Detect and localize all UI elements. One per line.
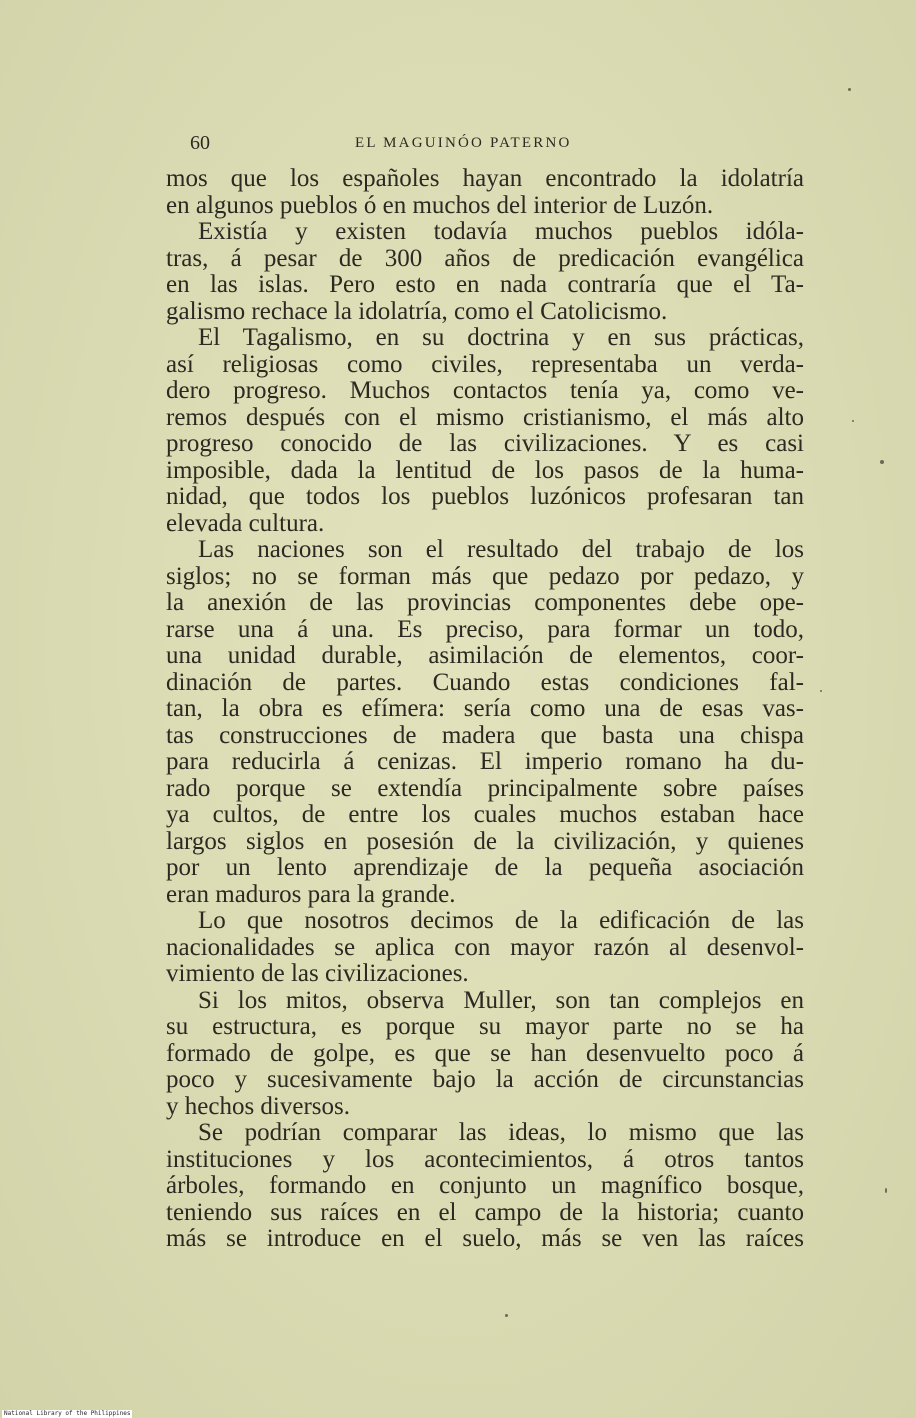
text-line: así religiosas como civiles, representaba un verda- <box>166 350 804 378</box>
page-number: 60 <box>190 132 210 154</box>
text-line: instituciones y los acontecimientos, á otros tantos <box>166 1145 804 1173</box>
text-line: para reducirla á cenizas. El imperio romano ha du- <box>166 748 804 775</box>
page-header <box>190 132 806 158</box>
running-title: EL MAGUINÓO PATERNO <box>355 135 572 151</box>
paragraph-start-line: Si los mitos, observa Muller, son tan complejos en <box>198 986 804 1014</box>
paper-speck <box>505 1314 508 1317</box>
text-line: tan, la obra es efímera: sería como una de esas vas- <box>166 695 804 722</box>
text-line: mos que los españoles hayan encontrado la idolatría <box>166 165 804 192</box>
text-line: siglos; no se forman más que pedazo por pedazo, y <box>166 562 804 590</box>
text-line: imposible, dada la lentitud de los pasos de la huma- <box>166 456 804 484</box>
paper-speck <box>852 420 854 422</box>
text-line: una unidad durable, asimilación de elementos, coor- <box>166 642 804 669</box>
text-line: dero progreso. Muchos contactos tenía ya, como ve- <box>166 377 804 404</box>
text-line: progreso conocido de las civilizaciones. Y es casi <box>166 430 804 457</box>
paper-speck <box>820 690 822 692</box>
text-line: en algunos pueblos ó en muchos del interior de Luzón. <box>166 191 714 219</box>
text-line: largos siglos en posesión de la civilización, y quienes <box>166 827 804 855</box>
body-text <box>166 166 804 1253</box>
text-line: rado porque se extendía principalmente sobre países <box>166 774 804 802</box>
paragraph-start-line: Las naciones son el resultado del trabajo de los <box>198 536 804 563</box>
text-line: y hechos diversos. <box>166 1092 350 1120</box>
paper-speck <box>880 460 884 464</box>
paragraph-start-line: Existía y existen todavía muchos pueblos idóla- <box>198 218 804 245</box>
paper-speck <box>885 1188 887 1193</box>
text-line: galismo rechace la idolatría, como el Catolicismo. <box>166 297 668 325</box>
paragraph-start-line: El Tagalismo, en su doctrina y en sus prácticas, <box>198 324 804 351</box>
text-line: poco y sucesivamente bajo la acción de circunstancias <box>166 1066 804 1093</box>
text-line: tras, á pesar de 300 años de predicación evangélica <box>166 244 804 272</box>
text-line: más se introduce en el suelo, más se ven las raíces <box>166 1225 804 1252</box>
paragraph-start-line: Lo que nosotros decimos de la edificación de las <box>198 907 804 934</box>
text-line: nidad, que todos los pueblos luzónicos profesaran tan <box>166 483 804 510</box>
text-line: rarse una á una. Es preciso, para formar un todo, <box>166 615 804 643</box>
paper-speck <box>848 88 851 91</box>
paragraph-start-line: Se podrían comparar las ideas, lo mismo que las <box>198 1119 804 1146</box>
text-line: su estructura, es porque su mayor parte no se ha <box>166 1013 804 1040</box>
text-line: formado de golpe, es que se han desenvuelto poco á <box>166 1039 804 1067</box>
text-line: remos después con el mismo cristianismo, el más alto <box>166 403 804 431</box>
text-line: en las islas. Pero esto en nada contraría que el Ta- <box>166 271 804 298</box>
text-line: nacionalidades se aplica con mayor razón al desenvol- <box>166 933 804 961</box>
text-line: ya cultos, de entre los cuales muchos estaban hace <box>166 801 804 828</box>
library-credit: National Library of the Philippines <box>4 1410 131 1417</box>
text-line: por un lento aprendizaje de la pequeña asociación <box>166 854 804 881</box>
text-line: tas construcciones de madera que basta una chispa <box>166 721 804 749</box>
text-line: dinación de partes. Cuando estas condiciones fal- <box>166 668 804 696</box>
text-line: árboles, formando en conjunto un magnífico bosque, <box>166 1172 804 1199</box>
text-line: teniendo sus raíces en el campo de la historia; cuanto <box>166 1198 804 1226</box>
text-line: elevada cultura. <box>166 509 325 537</box>
text-line: eran maduros para la grande. <box>166 880 456 908</box>
text-line: la anexión de las provincias componentes debe ope- <box>166 589 804 616</box>
text-line: vimiento de las civilizaciones. <box>166 960 469 987</box>
